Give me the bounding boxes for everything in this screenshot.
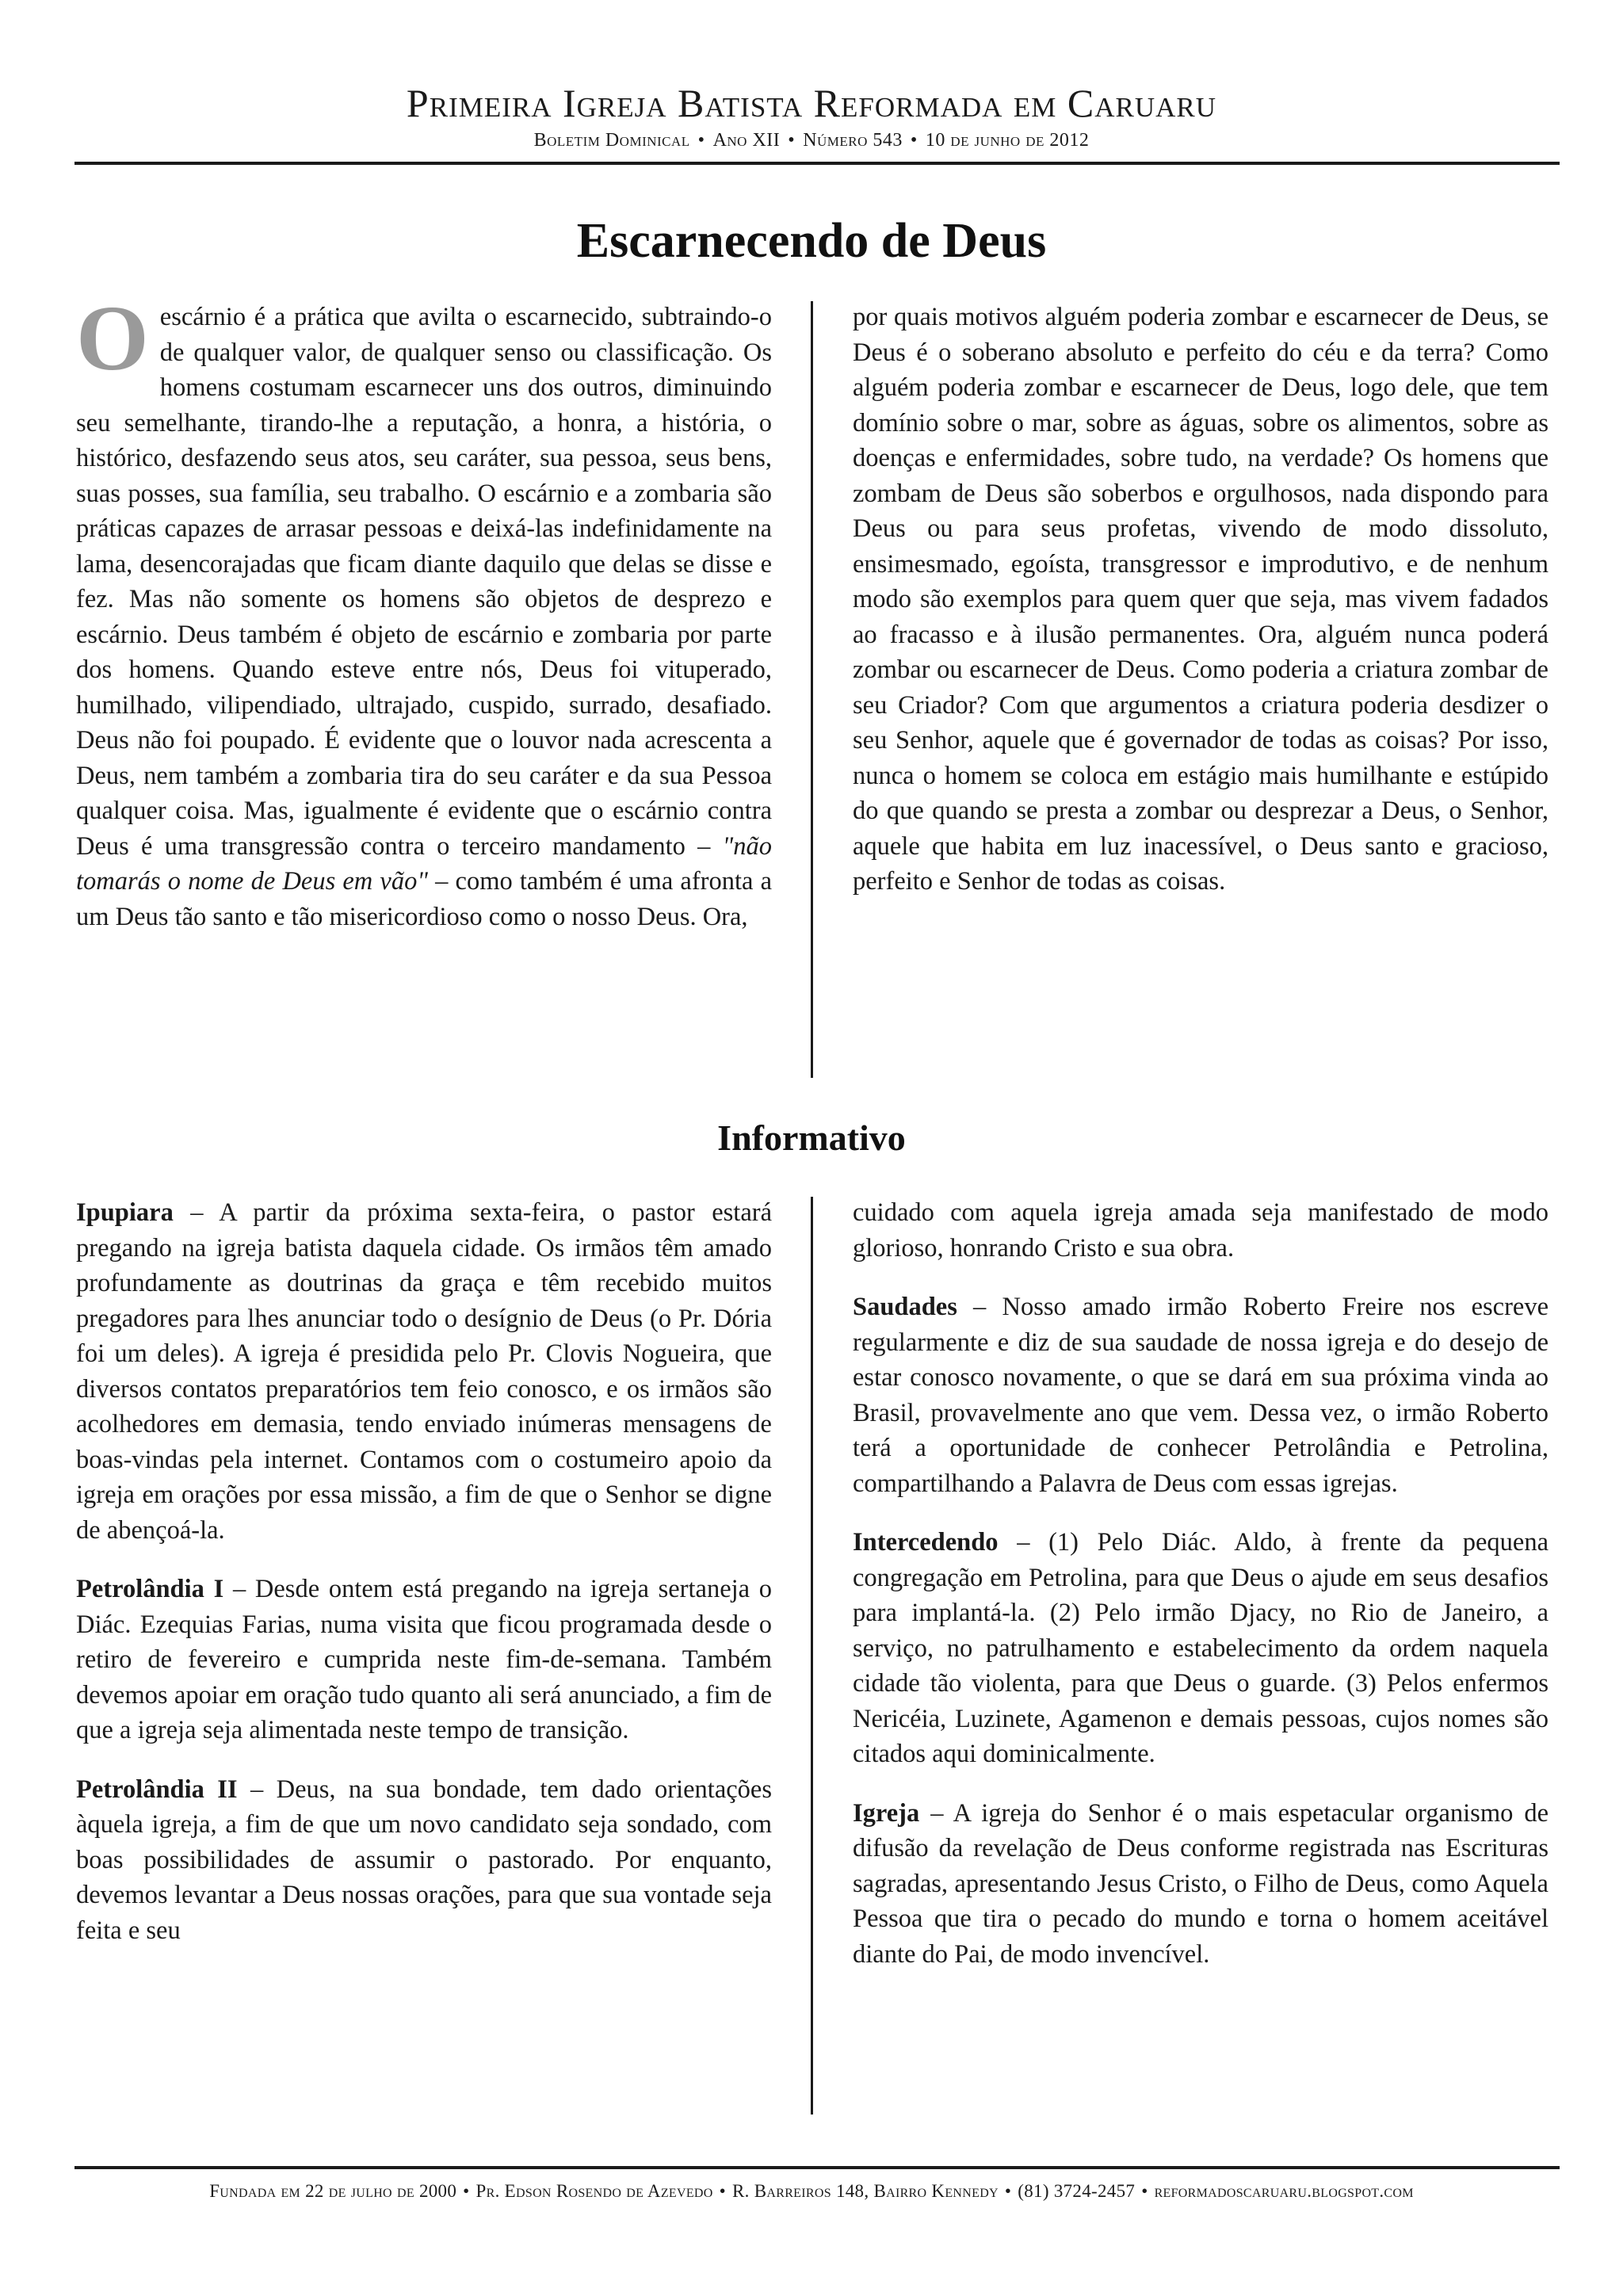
notice-label: Igreja (853, 1798, 920, 1828)
footer-website-link[interactable]: reformadoscaruaru.blogspot.com (1154, 2181, 1414, 2201)
article-paragraph (76, 286, 772, 934)
article-column-right (853, 300, 1549, 900)
bulletin-year: Ano XII (712, 130, 781, 151)
notice-text: Deus, na sua bondade, tem dado orientações àquela igreja, a fim de que um novo candidato seja sondado, com boas possibilidades de assumir o pastorado. Por enquanto, devemos levantar a Deus nossas orações, para que sua vontade seja feita e seu (76, 1775, 772, 1945)
header-divider (74, 162, 1560, 165)
dash: – (1017, 1528, 1030, 1557)
article-column-left (76, 286, 772, 934)
separator: • (788, 130, 796, 151)
separator: • (697, 130, 705, 151)
notice-label: Petrolândia I (76, 1575, 224, 1603)
article-title: Escarnecendo de Deus (576, 214, 1047, 268)
masthead (0, 79, 1623, 151)
footer (0, 2181, 1623, 2202)
notice-label: Intercedendo (853, 1528, 999, 1557)
dash: – (250, 1775, 264, 1804)
notice-label: Saudades (853, 1293, 957, 1321)
bulletin-info (0, 130, 1623, 151)
notice-text: Nosso amado irmão Roberto Freire nos escreve regularmente e diz de sua saudade de nossa igreja e do desejo de estar conosco novamente, o que se dará em sua próxima vinda ao Brasil, provavelmente ano que vem. Dessa vez, o irmão Roberto terá a oportunidade de conhecer Petrolândia e Petrolina, compartilhando a Palavra de Deus com essas igrejas. (853, 1293, 1549, 1498)
separator: • (910, 130, 918, 151)
notice-petrolandia-2-continued: cuidado com aquela igreja amada seja manifestado de modo glorioso, honrando Cristo e sua obra. (853, 1198, 1549, 1263)
article-quote: "não tomarás o nome de Deus em vão" (76, 831, 772, 896)
dash: – (973, 1293, 987, 1321)
notice-petrolandia-1 (76, 1572, 772, 1748)
notice-intercedendo (853, 1525, 1549, 1772)
footer-pastor: Pr. Edson Rosendo de Azevedo (475, 2181, 713, 2201)
bulletin-number: Número 543 (803, 130, 903, 151)
footer-phone: (81) 3724-2457 (1018, 2181, 1136, 2201)
drop-cap: O (76, 286, 149, 390)
notice-text: (1) Pelo Diác. Aldo, à frente da pequena congregação em Petrolina, para que Deus o ajude em seus desafios para implantá-la. (2) Pelo irmão Djacy, no Rio de Janeiro, a serviço, no patrulhamento e estabelecimento da ordem naquela cidade tão violenta, para que Deus o guarde. (3) Pelos enfermos Nericéia, Luzinete, Agamenon e demais pessoas, cujos nomes são citados aqui dominicalmente. (853, 1528, 1549, 1768)
notice-label: Ipupiara (76, 1198, 174, 1227)
notice-label: Petrolândia II (76, 1775, 238, 1804)
dash: – (930, 1798, 944, 1828)
article-text-closing: – como também é uma afronta a um Deus tão santo e tão misericordioso como o nosso Deus. Ora, (76, 867, 772, 931)
column-divider (811, 1197, 813, 2115)
bulletin-label: Boletim Dominical (533, 130, 690, 151)
dash: – (190, 1198, 204, 1227)
separator: • (1004, 2181, 1012, 2201)
notice-igreja (853, 1796, 1549, 1973)
church-name: Primeira Igreja Batista Reformada em Caruaru (406, 81, 1217, 125)
notice-text: Desde ontem está pregando na igreja sertaneja o Diác. Ezequias Farias, numa visita que ficou programada desde o retiro de fevereiro e cumprida neste fim-de-semana. Também devemos apoiar em oração tudo quanto ali será anunciado, a fim de que a igreja seja alimentada neste tempo de transição. (76, 1575, 773, 1744)
dash: – (232, 1575, 246, 1603)
bulletin-date: 10 de junho de 2012 (925, 130, 1090, 151)
notice-text: A partir da próxima sexta-feira, o pastor estará pregando na igreja batista daquela cidade. Os irmãos têm amado profundamente as doutrinas da graça e têm recebido muitos pregadores para lhes anunciar todo o desígnio de Deus (o Pr. Dória foi um deles). A igreja é presidida pelo Pr. Clovis Nogueira, que diversos contatos preparatórios tem feio conosco, e os irmãos são acolhedores em demasia, tendo enviado inúmeras mensagens de boas-vindas pela internet. Contamos com o costumeiro apoio da igreja em orações por essa missão, a fim de que o Senhor se digne de abençoá-la. (76, 1198, 773, 1545)
notice-ipupiara (76, 1195, 772, 1548)
informativo-title: Informativo (717, 1117, 906, 1158)
footer-divider (74, 2166, 1560, 2169)
separator: • (463, 2181, 470, 2201)
column-divider (811, 301, 813, 1078)
footer-address: R. Barreiros 148, Bairro Kennedy (732, 2181, 999, 2201)
separator: • (1141, 2181, 1148, 2201)
notice-petrolandia-2 (76, 1772, 772, 1949)
notice-text: A igreja do Senhor é o mais espetacular organismo de difusão da revelação de Deus conforme registrada nas Escrituras sagradas, apresentando Jesus Cristo, o Filho de Deus, como Aquela Pessoa que tira o pecado do mundo e torna o homem aceitável diante do Pai, de modo invencível. (853, 1798, 1549, 1969)
notice-saudades (853, 1289, 1549, 1501)
separator: • (719, 2181, 726, 2201)
informativo-column-left (76, 1195, 772, 1972)
footer-founded: Fundada em 22 de julho de 2000 (209, 2181, 457, 2201)
informativo-column-right (853, 1195, 1549, 1996)
article-text-opening: escárnio é a prática que avilta o escarnecido, subtraindo-o de qualquer valor, de qualquer senso ou classificação. Os homens costumam escarnecer uns dos outros, diminuindo seu semelhante, tirando-lhe a reputação, a honra, a história, o histórico, desfazendo seus atos, seu caráter, sua pessoa, seus bens, suas posses, sua família, seu trabalho. O escárnio e a zombaria são práticas capazes de arrasar pessoas e deixá-las indefinidamente na lama, desencorajadas que ficam diante daquilo que delas se disse e fez. Mas não somente os homens são objetos de desprezo e escárnio. Deus também é objeto de escárnio e zombaria por parte dos homens. Quando esteve entre nós, Deus foi vituperado, humilhado, vilipendiado, ultrajado, cuspido, surrado, desafiado. Deus não foi poupado. É evidente que o louvor nada acrescenta a Deus, nem também a zombaria tira do seu caráter e da sua Pessoa qualquer coisa. Mas, igualmente é evidente que o escárnio contra Deus é uma transgressão contra o terceiro mandamento – (76, 303, 772, 861)
article-text-continued: por quais motivos alguém poderia zombar e escarnecer de Deus, se Deus é o soberano absoluto e perfeito do céu e da terra? Como alguém poderia zombar e escarnecer de Deus, logo dele, que tem domínio sobre o mar, sobre as águas, sobre os alimentos, sobre as doenças e enfermidades, sobre tudo, na verdade? Os homens que zombam de Deus são soberbos e orgulhosos, nada dispondo para Deus ou para seus profetas, vivendo de modo dissoluto, ensimesmado, egoísta, transgressor e improdutivo, e de nenhum modo são exemplos para quem quer que seja, mas vivem fadados ao fracasso e à ilusão permanentes. Ora, alguém nunca poderá zombar ou escarnecer de Deus. Como poderia a criatura zombar de seu Criador? Com que argumentos a criatura poderia desdizer o seu Senhor, aquele que é governador de todas as coisas? Por isso, nunca o homem se coloca em estágio mais humilhante e estúpido do que quando se presta a zombar ou desprezar a Deus, o Senhor, aquele que habita em luz inacessível, o Deus santo e gracioso, perfeito e Senhor de todas as coisas. (853, 303, 1549, 896)
